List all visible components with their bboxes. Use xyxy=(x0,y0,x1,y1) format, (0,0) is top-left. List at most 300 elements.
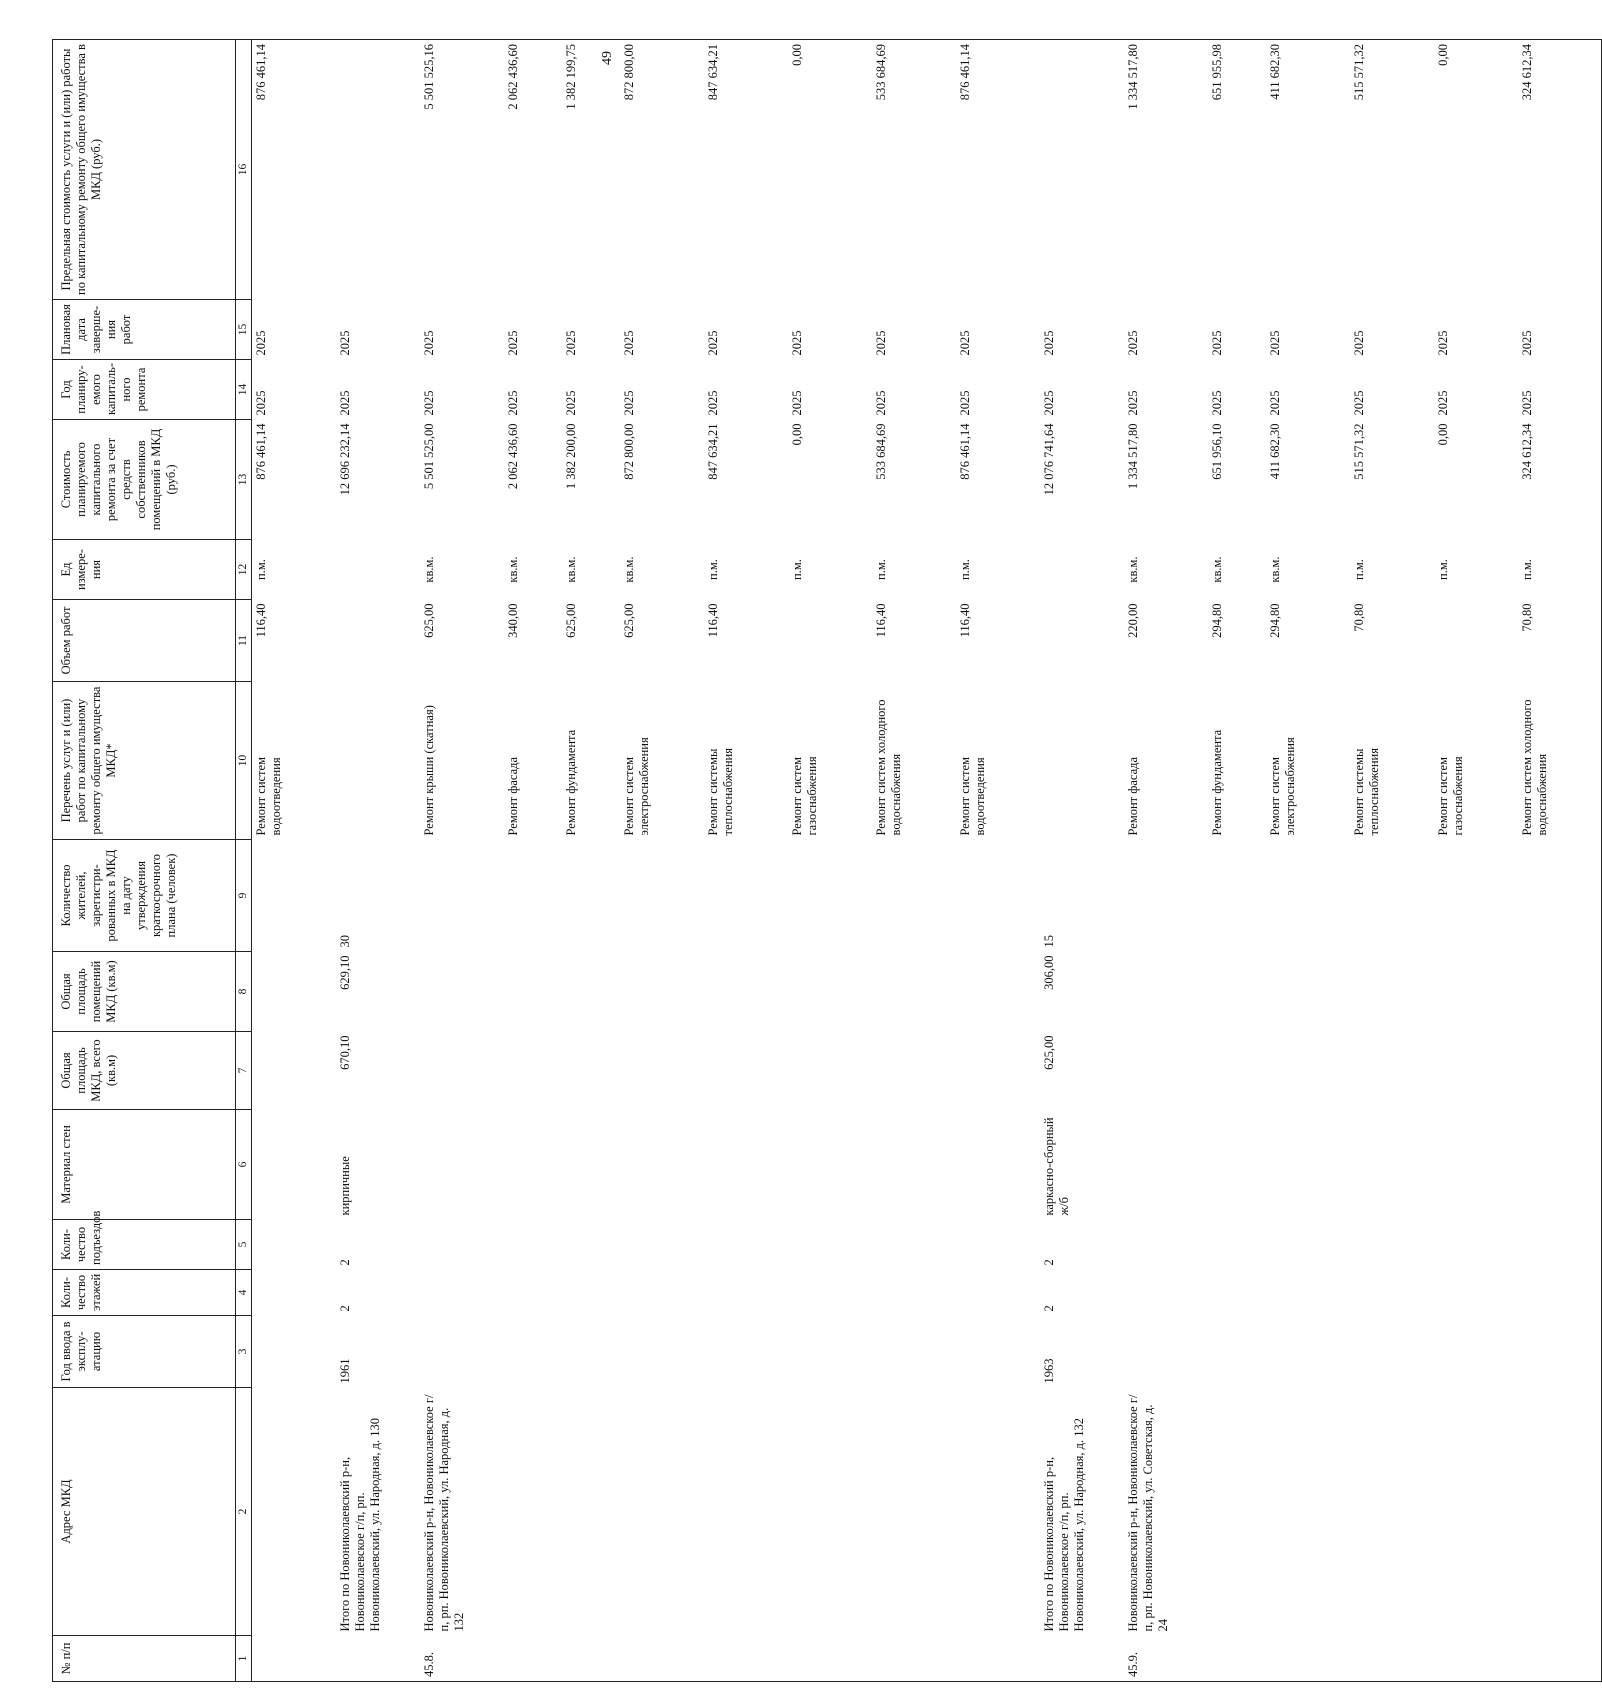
column-header: Коли-чество этажей xyxy=(53,1270,236,1316)
table-cell: 2 062 436,60 xyxy=(504,40,562,300)
table-cell: 2025 xyxy=(1518,300,1602,360)
table-cell xyxy=(788,1388,872,1636)
table-cell: 0,00 xyxy=(788,40,872,300)
table-cell xyxy=(1434,1636,1518,1682)
table-cell: 1 334 517,80 xyxy=(1124,40,1208,300)
table-cell: 876 461,14 xyxy=(254,423,268,480)
table-cell: кв.м. xyxy=(1267,556,1282,583)
table-row xyxy=(1040,40,1124,1682)
table-cell: 0,00 xyxy=(1434,40,1518,300)
table-cell xyxy=(788,600,872,682)
table-cell xyxy=(1124,1270,1208,1316)
rotated-page xyxy=(52,40,1549,1682)
table-cell xyxy=(504,840,562,952)
table-cell: Ремонт фундамента xyxy=(1209,729,1224,836)
table-cell: Ремонт систем холодного водоснабжения xyxy=(873,699,903,836)
table-cell xyxy=(1350,840,1434,952)
table-cell xyxy=(956,1110,1040,1220)
table-cell: 2025 xyxy=(254,390,268,416)
table-cell xyxy=(1208,1270,1266,1316)
table-row xyxy=(1434,40,1518,1682)
table-cell: 651 955,98 xyxy=(1208,40,1266,300)
table-cell xyxy=(1208,1636,1266,1682)
table-row xyxy=(620,40,704,1682)
table-cell xyxy=(704,840,788,952)
column-number: 2 xyxy=(236,1388,252,1636)
table-cell: 324 612,34 xyxy=(1518,420,1602,540)
table-cell: кирпичные xyxy=(337,1156,352,1216)
table-cell xyxy=(788,1032,872,1110)
table-cell: 340,00 xyxy=(505,603,520,638)
table-cell xyxy=(252,1316,336,1388)
table-cell: 2025 xyxy=(337,390,352,416)
table-cell: п.м. xyxy=(1518,540,1602,600)
table-cell xyxy=(1350,1388,1434,1636)
table-cell xyxy=(956,840,1040,952)
table-cell xyxy=(956,952,1040,1032)
table-cell xyxy=(252,1220,336,1270)
table-cell: 847 634,21 xyxy=(705,423,720,480)
table-cell xyxy=(704,1636,788,1682)
table-cell: 116,40 xyxy=(254,603,268,638)
table-cell: 2025 xyxy=(1125,390,1140,416)
column-number: 10 xyxy=(236,682,252,840)
column-number: 3 xyxy=(236,1316,252,1388)
table-cell: 411 682,30 xyxy=(1266,40,1350,300)
table-cell: 45.9. xyxy=(1124,1636,1208,1682)
table-cell xyxy=(562,1636,620,1682)
table-cell: 670,10 xyxy=(337,1035,352,1070)
table-cell: 2025 xyxy=(1209,330,1224,356)
table-cell xyxy=(788,1270,872,1316)
table-cell: 1 334 517,80 xyxy=(1125,423,1140,490)
table-cell xyxy=(620,1388,704,1636)
table-cell xyxy=(788,1220,872,1270)
table-cell xyxy=(1266,1388,1350,1636)
table-cell: Ремонт фасада xyxy=(1125,756,1140,836)
table-cell xyxy=(1350,1316,1434,1388)
table-cell xyxy=(1124,1220,1208,1270)
table-cell xyxy=(872,1636,956,1682)
table-cell: 0,00 xyxy=(789,423,804,446)
table-cell xyxy=(1434,952,1518,1032)
column-header: Перечень услуг и (или) работ по капитальному ремонту общего имущества МКД* xyxy=(53,682,236,840)
table-cell xyxy=(1518,1270,1602,1316)
table-row xyxy=(704,40,788,1682)
table-cell: 2025 xyxy=(957,330,972,356)
table-cell: каркасно-сборный ж/б xyxy=(1041,1117,1071,1216)
table-cell: кв.м. xyxy=(1125,556,1140,583)
table-cell: 2 xyxy=(337,1259,352,1266)
table-cell: 2025 xyxy=(957,390,972,416)
table-cell: 625,00 xyxy=(421,603,436,638)
table-cell xyxy=(504,1270,562,1316)
table-cell: Итого по Новониколаевский р-н, Новониколаевское г/п, рп. Новониколаевский, ул. Народная, д. 132 xyxy=(1041,1417,1086,1632)
table-cell xyxy=(1208,1388,1266,1636)
table-cell: 1 382 200,00 xyxy=(563,423,578,490)
table-cell: Ремонт системы теплоснабжения xyxy=(1351,748,1381,836)
table-cell xyxy=(1266,1636,1350,1682)
table-cell: 625,00 xyxy=(563,603,578,638)
table-cell: 2025 xyxy=(789,390,804,416)
table-cell: 2025 xyxy=(873,330,888,356)
table-cell: 876 461,14 xyxy=(957,423,972,480)
table-cell xyxy=(956,1636,1040,1682)
table-cell: Ремонт систем электроснабжения xyxy=(621,737,651,836)
table-cell xyxy=(704,952,788,1032)
table-cell: кв.м. xyxy=(421,556,436,583)
table-cell xyxy=(1266,952,1350,1032)
table-cell xyxy=(420,1316,504,1388)
column-header: Год ввода в эксплу-атацию xyxy=(53,1316,236,1388)
table-cell xyxy=(1434,1270,1518,1316)
table-cell: 12 076 741,64 xyxy=(1041,423,1056,496)
table-cell xyxy=(1266,1032,1350,1110)
table-cell: 629,10 xyxy=(337,955,352,990)
table-cell: 2025 xyxy=(1125,330,1140,356)
table-cell: 515 571,32 xyxy=(1351,423,1366,480)
table-cell xyxy=(562,1388,620,1636)
table-cell: Ремонт систем электроснабжения xyxy=(1267,737,1297,836)
table-cell xyxy=(562,1032,620,1110)
table-cell xyxy=(504,1220,562,1270)
table-cell xyxy=(788,1110,872,1220)
table-cell xyxy=(1208,952,1266,1032)
table-cell xyxy=(562,1270,620,1316)
table-cell xyxy=(956,1032,1040,1110)
table-cell xyxy=(504,1636,562,1682)
table-cell xyxy=(562,952,620,1032)
table-cell: 2 xyxy=(1041,1305,1056,1312)
table-cell: 2025 xyxy=(563,390,578,416)
table-cell: 70,80 xyxy=(1518,600,1602,682)
table-cell: 1 382 199,75 xyxy=(562,40,620,300)
table-cell xyxy=(872,952,956,1032)
table-cell xyxy=(872,1220,956,1270)
table-cell: 2025 xyxy=(621,390,636,416)
column-number: 1 xyxy=(236,1636,252,1682)
table-body xyxy=(252,40,1602,1682)
table-cell xyxy=(704,1388,788,1636)
table-cell: 2 xyxy=(1041,1259,1056,1266)
table-cell xyxy=(1124,1316,1208,1388)
table-cell: 220,00 xyxy=(1125,603,1140,638)
table-cell xyxy=(1518,1316,1602,1388)
table-cell: п.м. xyxy=(957,559,972,580)
table-cell: 533 684,69 xyxy=(872,40,956,300)
table-cell: Ремонт системы теплоснабжения xyxy=(705,748,735,836)
column-number: 5 xyxy=(236,1220,252,1270)
table-cell: 2 xyxy=(337,1305,352,1312)
table-cell xyxy=(1350,1270,1434,1316)
table-cell xyxy=(620,952,704,1032)
table-cell xyxy=(504,1316,562,1388)
table-cell xyxy=(562,1316,620,1388)
table-cell xyxy=(620,1220,704,1270)
table-cell xyxy=(1266,1110,1350,1220)
column-header: Материал стен xyxy=(53,1110,236,1220)
column-number: 14 xyxy=(236,360,252,420)
table-cell xyxy=(1350,1636,1434,1682)
table-cell: Ремонт фасада xyxy=(505,756,520,836)
table-cell: 2025 xyxy=(1435,390,1450,416)
column-number: 11 xyxy=(236,600,252,682)
table-cell: Ремонт систем газоснабжения xyxy=(789,756,819,836)
table-cell xyxy=(1124,840,1208,952)
column-header: Количество жителей, зарегистри-рованных в МКД на дату утверждения краткосрочного плана (человек) xyxy=(53,840,236,952)
table-cell xyxy=(1434,1316,1518,1388)
table-cell xyxy=(1266,840,1350,952)
table-cell xyxy=(1266,1270,1350,1316)
table-row xyxy=(1208,40,1266,1682)
table-cell xyxy=(420,952,504,1032)
table-cell: 2025 xyxy=(789,330,804,356)
table-cell xyxy=(562,1110,620,1220)
table-cell: 2 062 436,60 xyxy=(505,423,520,490)
table-cell: Ремонт фундамента xyxy=(563,729,578,836)
table-row xyxy=(420,40,504,1682)
table-cell xyxy=(1518,1110,1602,1220)
table-cell xyxy=(872,1388,956,1636)
table-cell: 324 612,34 xyxy=(1518,40,1602,300)
column-header: Предельная стоимость услуги и (или) работы по капитальному ремонту общего имущества в МКД (руб.) xyxy=(53,40,236,300)
column-number: 13 xyxy=(236,420,252,540)
table-cell: Ремонт систем холодного водоснабжения xyxy=(1518,682,1602,840)
table-cell xyxy=(620,1110,704,1220)
table-cell xyxy=(704,1110,788,1220)
table-cell: Ремонт систем газоснабжения xyxy=(1435,756,1465,836)
table-cell xyxy=(562,840,620,952)
table-cell: 2025 xyxy=(705,330,720,356)
table-cell: 533 684,69 xyxy=(873,423,888,480)
table-cell xyxy=(252,1032,336,1110)
table-cell: 2025 xyxy=(1351,330,1366,356)
table-cell: 625,00 xyxy=(621,603,636,638)
table-cell xyxy=(1434,600,1518,682)
table-cell: 2025 xyxy=(1351,390,1366,416)
table-cell: 2025 xyxy=(254,330,268,356)
table-cell: 411 682,30 xyxy=(1267,423,1282,480)
table-cell: 2025 xyxy=(1435,330,1450,356)
table-cell xyxy=(872,1270,956,1316)
table-cell: п.м. xyxy=(1435,559,1450,580)
column-header: № п/п xyxy=(53,1636,236,1682)
table-cell xyxy=(1518,1636,1602,1682)
table-cell: Ремонт систем водоотведения xyxy=(254,757,283,836)
column-number: 9 xyxy=(236,840,252,952)
table-cell: 45.8. xyxy=(420,1636,504,1682)
table-cell: п.м. xyxy=(1351,559,1366,580)
table-cell: кв.м. xyxy=(621,556,636,583)
table-cell xyxy=(420,840,504,952)
table-cell xyxy=(252,1110,336,1220)
table-cell xyxy=(1350,1220,1434,1270)
table-cell: 2025 xyxy=(1041,330,1056,356)
table-cell xyxy=(872,1032,956,1110)
table-row xyxy=(1518,40,1602,1682)
table-cell xyxy=(1208,1220,1266,1270)
table-cell xyxy=(1040,40,1124,300)
table-cell xyxy=(620,1636,704,1682)
table-cell: 2025 xyxy=(421,390,436,416)
table-cell xyxy=(620,1316,704,1388)
table-cell xyxy=(872,1316,956,1388)
table-cell: Ремонт крыши (скатная) xyxy=(421,705,436,836)
table-row xyxy=(252,40,336,1682)
table-cell xyxy=(704,1220,788,1270)
table-cell: 5 501 525,16 xyxy=(420,40,504,300)
table-cell xyxy=(1350,952,1434,1032)
table-cell xyxy=(252,1270,336,1316)
table-cell xyxy=(956,1220,1040,1270)
table-cell xyxy=(1518,840,1602,952)
table-cell: 2025 xyxy=(505,390,520,416)
table-row xyxy=(872,40,956,1682)
table-cell: 2025 xyxy=(1518,360,1602,420)
table-cell: 2025 xyxy=(563,330,578,356)
table-cell xyxy=(1040,540,1124,600)
table-cell xyxy=(788,840,872,952)
table-row xyxy=(562,40,620,1682)
table-cell xyxy=(1208,1110,1266,1220)
table-cell: 625,00 xyxy=(1041,1035,1056,1070)
table-cell: 2025 xyxy=(505,330,520,356)
table-cell xyxy=(1434,840,1518,952)
table-cell: 294,80 xyxy=(1267,603,1282,638)
table-cell xyxy=(1266,1220,1350,1270)
table-cell xyxy=(956,1316,1040,1388)
header-row xyxy=(53,40,236,1682)
column-number: 16 xyxy=(236,40,252,300)
table-row xyxy=(1350,40,1434,1682)
table-cell: п.м. xyxy=(254,559,268,580)
table-cell: 847 634,21 xyxy=(704,40,788,300)
table-cell: 515 571,32 xyxy=(1350,40,1434,300)
table-cell: 116,40 xyxy=(705,603,720,638)
table-cell xyxy=(1434,1032,1518,1110)
table-cell xyxy=(788,952,872,1032)
column-number: 6 xyxy=(236,1110,252,1220)
table-cell: п.м. xyxy=(873,559,888,580)
table-cell xyxy=(420,1220,504,1270)
table-cell xyxy=(504,952,562,1032)
column-number-row xyxy=(236,40,252,1682)
table-cell: Итого по Новониколаевский р-н, Новониколаевское г/п, рп. Новониколаевский, ул. Народная, д. 130 xyxy=(337,1417,382,1632)
table-cell xyxy=(336,40,420,300)
table-cell xyxy=(872,840,956,952)
page-number: 49 xyxy=(600,51,615,65)
table-cell: 2025 xyxy=(873,390,888,416)
table-cell xyxy=(562,1220,620,1270)
table-cell: 15 xyxy=(1041,935,1056,948)
table-cell: 12 696 232,14 xyxy=(337,423,352,496)
table-cell xyxy=(252,1636,336,1682)
table-cell xyxy=(1208,1032,1266,1110)
column-header: Ед измере-ния xyxy=(53,540,236,600)
table-cell xyxy=(956,1388,1040,1636)
table-cell xyxy=(620,1270,704,1316)
column-header: Объем работ xyxy=(53,600,236,682)
table-cell: 651 956,10 xyxy=(1209,423,1224,480)
table-row xyxy=(504,40,562,1682)
column-number: 8 xyxy=(236,952,252,1032)
table-cell: Новониколаевский р-н, Новониколаевское г/п, рп. Новониколаевский, ул. Советская, д. 24 xyxy=(1125,1394,1170,1632)
table-cell xyxy=(1124,952,1208,1032)
column-header: Коли-чество подъездов xyxy=(53,1220,236,1270)
table-cell xyxy=(420,1270,504,1316)
table-cell xyxy=(504,1110,562,1220)
table-cell: Новониколаевский р-н, Новониколаевское г/п, рп. Новониколаевский, ул. Народная, д. 132 xyxy=(421,1394,466,1632)
column-header: Стоимость планируемого капитального ремонта за счет средств собственников помещений в МКД (руб.) xyxy=(53,420,236,540)
table-cell: 872 800,00 xyxy=(620,40,704,300)
table-cell: 1963 xyxy=(1041,1358,1056,1384)
table-row xyxy=(1124,40,1208,1682)
table-cell xyxy=(1350,1032,1434,1110)
table-cell: 0,00 xyxy=(1435,423,1450,446)
table-cell xyxy=(252,1388,336,1636)
table-cell xyxy=(252,952,336,1032)
table-cell xyxy=(504,1032,562,1110)
table-cell xyxy=(1040,600,1124,682)
capital-repair-table xyxy=(52,39,1602,1682)
table-cell: 5 501 525,00 xyxy=(421,423,436,490)
table-cell xyxy=(1208,1316,1266,1388)
column-header: Общая площадь МКД, всего (кв.м) xyxy=(53,1032,236,1110)
table-cell: 876 461,14 xyxy=(252,40,336,300)
table-cell xyxy=(620,840,704,952)
table-cell xyxy=(1040,682,1124,840)
table-cell: 116,40 xyxy=(957,603,972,638)
table-cell: кв.м. xyxy=(505,556,520,583)
table-cell: 116,40 xyxy=(873,603,888,638)
table-cell xyxy=(788,1636,872,1682)
table-cell xyxy=(1208,840,1266,952)
table-row xyxy=(1266,40,1350,1682)
table-cell: 2025 xyxy=(337,330,352,356)
table-cell xyxy=(336,540,420,600)
table-cell xyxy=(704,1316,788,1388)
table-cell: 294,80 xyxy=(1209,603,1224,638)
table-cell xyxy=(1518,952,1602,1032)
table-cell: кв.м. xyxy=(1209,556,1224,583)
table-cell: 70,80 xyxy=(1351,603,1366,632)
table-cell xyxy=(1434,1110,1518,1220)
table-cell: 876 461,14 xyxy=(956,40,1040,300)
table-cell: Ремонт систем водоотведения xyxy=(957,757,987,836)
table-row xyxy=(788,40,872,1682)
table-cell: 1961 xyxy=(337,1358,352,1384)
table-cell xyxy=(704,1270,788,1316)
table-cell: 2025 xyxy=(705,390,720,416)
column-header: Плановая дата заверше-ния работ xyxy=(53,300,236,360)
column-number: 4 xyxy=(236,1270,252,1316)
table-cell xyxy=(704,1032,788,1110)
table-cell: 872 800,00 xyxy=(621,423,636,480)
table-row xyxy=(336,40,420,1682)
table-cell xyxy=(1266,1316,1350,1388)
table-cell xyxy=(1518,1220,1602,1270)
table-cell: 2025 xyxy=(1267,390,1282,416)
table-cell xyxy=(872,1110,956,1220)
table-cell xyxy=(956,1270,1040,1316)
table-cell: п.м. xyxy=(789,559,804,580)
table-cell xyxy=(1434,1388,1518,1636)
column-number: 12 xyxy=(236,540,252,600)
table-cell xyxy=(1350,1110,1434,1220)
column-header: Год планиру-емого капиталь-ного ремонта xyxy=(53,360,236,420)
table-cell xyxy=(620,1032,704,1110)
table-cell: 2025 xyxy=(421,330,436,356)
